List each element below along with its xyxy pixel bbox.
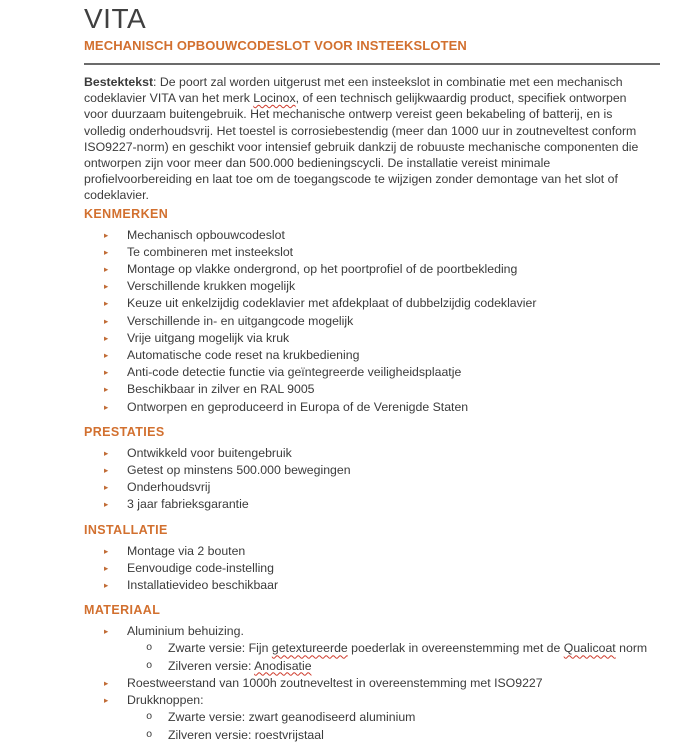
- text-segment: norm: [615, 641, 648, 656]
- page-subtitle: MECHANISCH OPBOUWCODESLOT VOOR INSTEEKSLOTEN: [84, 38, 467, 53]
- list-item: [84, 261, 660, 278]
- list-item: [84, 347, 660, 364]
- page-title: VITA: [84, 3, 147, 34]
- text-segment: Verschillende in- en uitgangcode mogelijk: [127, 313, 354, 328]
- bullet-list: [84, 543, 660, 595]
- bullet-arrow-icon: ▸: [104, 247, 109, 258]
- list-item: [84, 623, 660, 640]
- text-segment: Zwarte versie: zwart geanodiseerd aluminium: [168, 710, 416, 725]
- list-item: [84, 330, 660, 347]
- list-item: [84, 675, 660, 692]
- circle-bullet-icon: o: [146, 642, 153, 655]
- section-heading: INSTALLATIE: [84, 522, 168, 537]
- text-segment: : De poort zal worden uitgerust met een insteekslot in combinatie met een mechanisch codeklavier VITA van het merk: [84, 75, 623, 106]
- section-heading: MATERIAAL: [84, 603, 161, 618]
- misspelled-word: Locinox: [253, 91, 296, 106]
- bullet-arrow-icon: ▸: [104, 500, 109, 511]
- bullet-arrow-icon: ▸: [104, 627, 109, 638]
- bullet-arrow-icon: ▸: [104, 483, 109, 494]
- text-segment: Onderhoudsvrij: [127, 480, 211, 495]
- text-segment: Zwarte versie: Fijn: [168, 641, 272, 656]
- text-segment: Roestweerstand van 1000h zoutneveltest in overeenstemming met ISO9227: [127, 675, 543, 690]
- text-segment: Montage op vlakke ondergrond, op het poortprofiel of de poortbekleding: [127, 262, 518, 277]
- text-segment: Te combineren met insteekslot: [127, 244, 294, 259]
- text-segment: Installatievideo beschikbaar: [127, 578, 279, 593]
- section-prestaties: [84, 425, 660, 514]
- bullet-arrow-icon: ▸: [104, 402, 109, 413]
- text-segment: , of een technisch gelijkwaardig product, specifiek ontworpen voor duurzaam buitengebruik. Het mechanische ontwerp vereist geen bekabeling of batterij, en is volledig onderhoudsvrij. Het toestel is corrosiebestendig (meer dan 1000 uur in zoutneveltest conform ISO9227-norm) en geschikt voor intensief gebruik dankzij de robuuste mechanische componenten die ontworpen zijn voor meer dan 500.000 bedieningscycli. De installatie vereist minimale profielvoorbereiding en laat toe om de toegangscode te wijzigen zonder demontage van het slot of codeklavier.: [84, 91, 639, 203]
- list-item: [84, 692, 660, 709]
- intro-paragraph: [84, 74, 644, 204]
- bullet-arrow-icon: ▸: [104, 351, 109, 362]
- text-segment: poederlak in overeenstemming met de: [347, 641, 564, 656]
- text-segment: Aluminium behuizing.: [127, 624, 244, 639]
- sub-list-item: [84, 709, 660, 726]
- text-segment: Beschikbaar in zilver en RAL 9005: [127, 382, 315, 397]
- list-item: [84, 244, 660, 261]
- bullet-list: [84, 445, 660, 514]
- sections-container: [84, 207, 660, 744]
- list-item: [84, 496, 660, 513]
- list-item: [84, 462, 660, 479]
- list-item: [84, 479, 660, 496]
- section-heading: KENMERKEN: [84, 206, 169, 221]
- bullet-arrow-icon: ▸: [104, 678, 109, 689]
- circle-bullet-icon: o: [146, 711, 153, 724]
- bullet-arrow-icon: ▸: [104, 581, 109, 592]
- text-segment: Verschillende krukken mogelijk: [127, 279, 296, 294]
- text-segment: Getest op minstens 500.000 bewegingen: [127, 463, 351, 478]
- misspelled-word: getextureerde: [271, 641, 348, 656]
- section-heading: PRESTATIES: [84, 424, 165, 439]
- bullet-arrow-icon: ▸: [104, 230, 109, 241]
- list-item: [84, 364, 660, 381]
- text-segment: Keuze uit enkelzijdig codeklavier met afdekplaat of dubbelzijdig codeklavier: [127, 296, 537, 311]
- text-segment: Mechanisch opbouwcodeslot: [127, 227, 285, 242]
- list-item: [84, 313, 660, 330]
- text-segment: Automatische code reset na krukbediening: [127, 348, 360, 363]
- sub-list-item: [84, 658, 660, 675]
- list-item: [84, 381, 660, 398]
- text-segment: Montage via 2 bouten: [127, 543, 246, 558]
- list-item: [84, 445, 660, 462]
- list-item: [84, 560, 660, 577]
- bullet-arrow-icon: ▸: [104, 546, 109, 557]
- list-item: [84, 227, 660, 244]
- text-segment: Ontwikkeld voor buitengebruik: [127, 445, 292, 460]
- bullet-list: [84, 623, 660, 743]
- circle-bullet-icon: o: [146, 659, 153, 672]
- sub-list-item: [84, 727, 660, 744]
- section-materiaal: [84, 603, 660, 743]
- text-segment: Zilveren versie:: [168, 658, 255, 673]
- list-item: [84, 295, 660, 312]
- text-segment: Ontworpen en geproduceerd in Europa of de Verenigde Staten: [127, 399, 469, 414]
- bullet-arrow-icon: ▸: [104, 466, 109, 477]
- bullet-arrow-icon: ▸: [104, 385, 109, 396]
- text-segment: Eenvoudige code-instelling: [127, 560, 274, 575]
- list-item: [84, 278, 660, 295]
- bullet-arrow-icon: ▸: [104, 368, 109, 379]
- list-item: [84, 543, 660, 560]
- document-page: [84, 4, 660, 753]
- bullet-arrow-icon: ▸: [104, 448, 109, 459]
- misspelled-word: Anodisatie: [254, 658, 312, 673]
- circle-bullet-icon: o: [146, 728, 153, 741]
- list-item: [84, 577, 660, 594]
- sub-list-item: [84, 640, 660, 657]
- bullet-arrow-icon: ▸: [104, 265, 109, 276]
- bullet-list: [84, 227, 660, 416]
- text-segment: Drukknoppen:: [127, 693, 204, 708]
- bullet-arrow-icon: ▸: [104, 563, 109, 574]
- list-item: [84, 399, 660, 416]
- section-kenmerken: [84, 207, 660, 416]
- section-installatie: [84, 523, 660, 595]
- text-segment: Zilveren versie: roestvrijstaal: [168, 727, 324, 742]
- bullet-arrow-icon: ▸: [104, 316, 109, 327]
- text-segment: Anti-code detectie functie via geïntegreerde veiligheidsplaatje: [127, 365, 462, 380]
- text-segment: Bestektekst: [84, 75, 154, 89]
- divider-rule: [84, 63, 660, 65]
- bullet-arrow-icon: ▸: [104, 333, 109, 344]
- text-segment: 3 jaar fabrieksgarantie: [127, 497, 249, 512]
- text-segment: Vrije uitgang mogelijk via kruk: [127, 330, 290, 345]
- misspelled-word: Qualicoat: [563, 641, 616, 656]
- bullet-arrow-icon: ▸: [104, 696, 109, 707]
- bullet-arrow-icon: ▸: [104, 282, 109, 293]
- bullet-arrow-icon: ▸: [104, 299, 109, 310]
